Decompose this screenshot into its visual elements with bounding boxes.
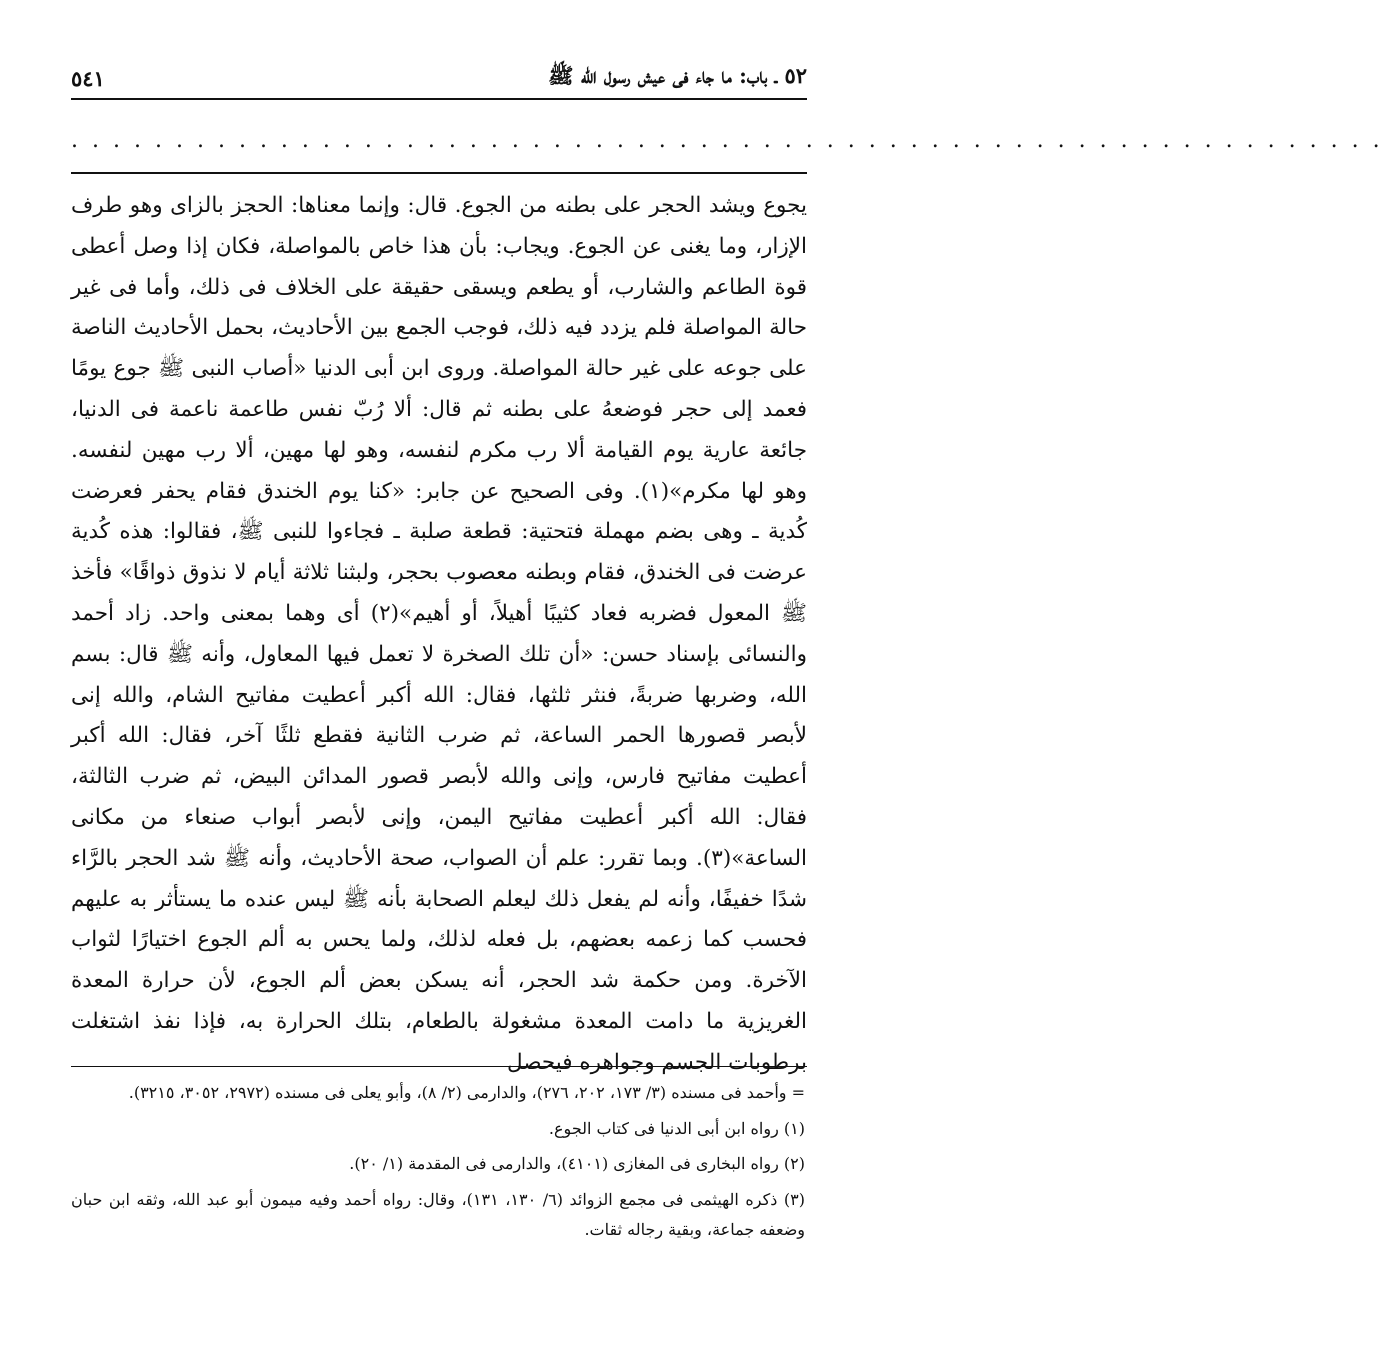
footnote-continuation: = وأحمد فى مسنده (٣/ ١٧٣، ٢٠٢، ٢٧٦)، والدارمى (٢/ ٨)، وأبو يعلى فى مسنده (٢٩٧٢، ٣٠٥٢، ٣٢١٥). [128, 1083, 805, 1102]
footnote-1: (١) رواه ابن أبى الدنيا فى كتاب الجوع. [548, 1118, 805, 1138]
page-header [71, 58, 807, 100]
main-paragraph: يجوع ويشد الحجر على بطنه من الجوع. قال: وإنما معناها: الحجز بالزاى وهو طرف الإزار، وما يغنى عن الجوع. ويجاب: بأن هذا خاص بالمواصلة، فكان إذا وصل أعطى قوة الطاعم والشارب، أو يطعم ويسقى حقيقة على الخلاف فى ذلك، وأما فى غير حالة المواصلة فلم يزدد فيه ذلك، فوجب الجمع بين الأحاديث، بحمل الأحاديث الناصة على جوعه على غير حالة المواصلة. وروى ابن أبى الدنيا «أصاب النبى ﷺ جوع يومًا فعمد إلى حجر فوضعهُ على بطنه ثم قال: ألا رُبّ نفس طاعمة ناعمة فى الدنيا، جائعة عارية يوم القيامة ألا رب مكرم لنفسه، وهو لها مهين، ألا رب مهين لنفسه. وهو لها مكرم»(١). وفى الصحيح عن جابر: «كنا يوم الخندق فقام يحفر فعرضت كُدية ـ وهى بضم مهملة فتحتية: قطعة صلبة ـ فجاءوا للنبى ﷺ، فقالوا: هذه كُدية عرضت فى الخندق، فقام وبطنه معصوب بحجر، ولبثنا ثلاثة أيام لا نذوق ذواقًا» فأخذ ﷺ المعول فضربه فعاد كثيبًا أهيلاً، أو أهيم»(٢) أى وهما بمعنى واحد. زاد أحمد والنسائى بإسناد حسن: «أن تلك الصخرة لا تعمل فيها المعاول، وأنه ﷺ قال: بسم الله، وضربها ضربةً، فنثر ثلثها، فقال: الله أكبر أعطيت مفاتيح الشام، والله إنى لأبصر قصورها الحمر الساعة، ثم ضرب الثانية فقطع ثلثًا آخر، فقال: الله أكبر أعطيت مفاتيح فارس، وإنى والله لأبصر قصور المدائن البيض، ثم ضرب الثالثة، فقال: الله أكبر أعطيت مفاتيح اليمن، وإنى لأبصر أبواب صنعاء من مكانى الساعة»(٣). وبما تقرر: علم أن الصواب، صحة الأحاديث، وأنه ﷺ شد الحجر بالرَّاء شدًا خفيفًا، وأنه لم يفعل ذلك ليعلم الصحابة بأنه ﷺ ليس عنده ما يستأثر به عليهم فحسب كما زعمه بعضهم، بل فعله لذلك، ولما يحس به ألم الجوع اختيارًا لثواب الآخرة. ومن حكمة شد الحجر، أنه يسكن بعض ألم الجوع، لأن حرارة المعدة الغريزية ما دامت المعدة مشغولة بالطعام، بتلك الحرارة به، فإذا نفذ اشتغلت برطوبات الجسم وجواهره فيحصل [71, 193, 807, 1075]
page-number: ٥٤١ [71, 65, 105, 91]
footnote-2: (٢) رواه البخارى فى المغازى (٤١٠١)، والدارمى فى المقدمة (١/ ٢٠). [349, 1154, 805, 1174]
main-text-block [71, 186, 807, 1075]
dotted-separator: ............................................................... [71, 128, 1394, 153]
footnote-3: (٣) ذكره الهيثمى فى مجمع الزوائد (٦/ ١٣٠، ١٣١)، وقال: رواه أحمد وفيه ميمون أبو عبد الله، وثقه ابن حبان وضعفه جماعة، وبقية رجاله ثقات. [71, 1189, 806, 1240]
chapter-title: ٥٢ ـ باب: ما جاء فى عيش رسول الله ﷺ [548, 62, 807, 88]
body-top-rule [71, 172, 807, 174]
footnote-separator-rule [71, 1066, 807, 1067]
footnotes-block [71, 1078, 807, 1251]
